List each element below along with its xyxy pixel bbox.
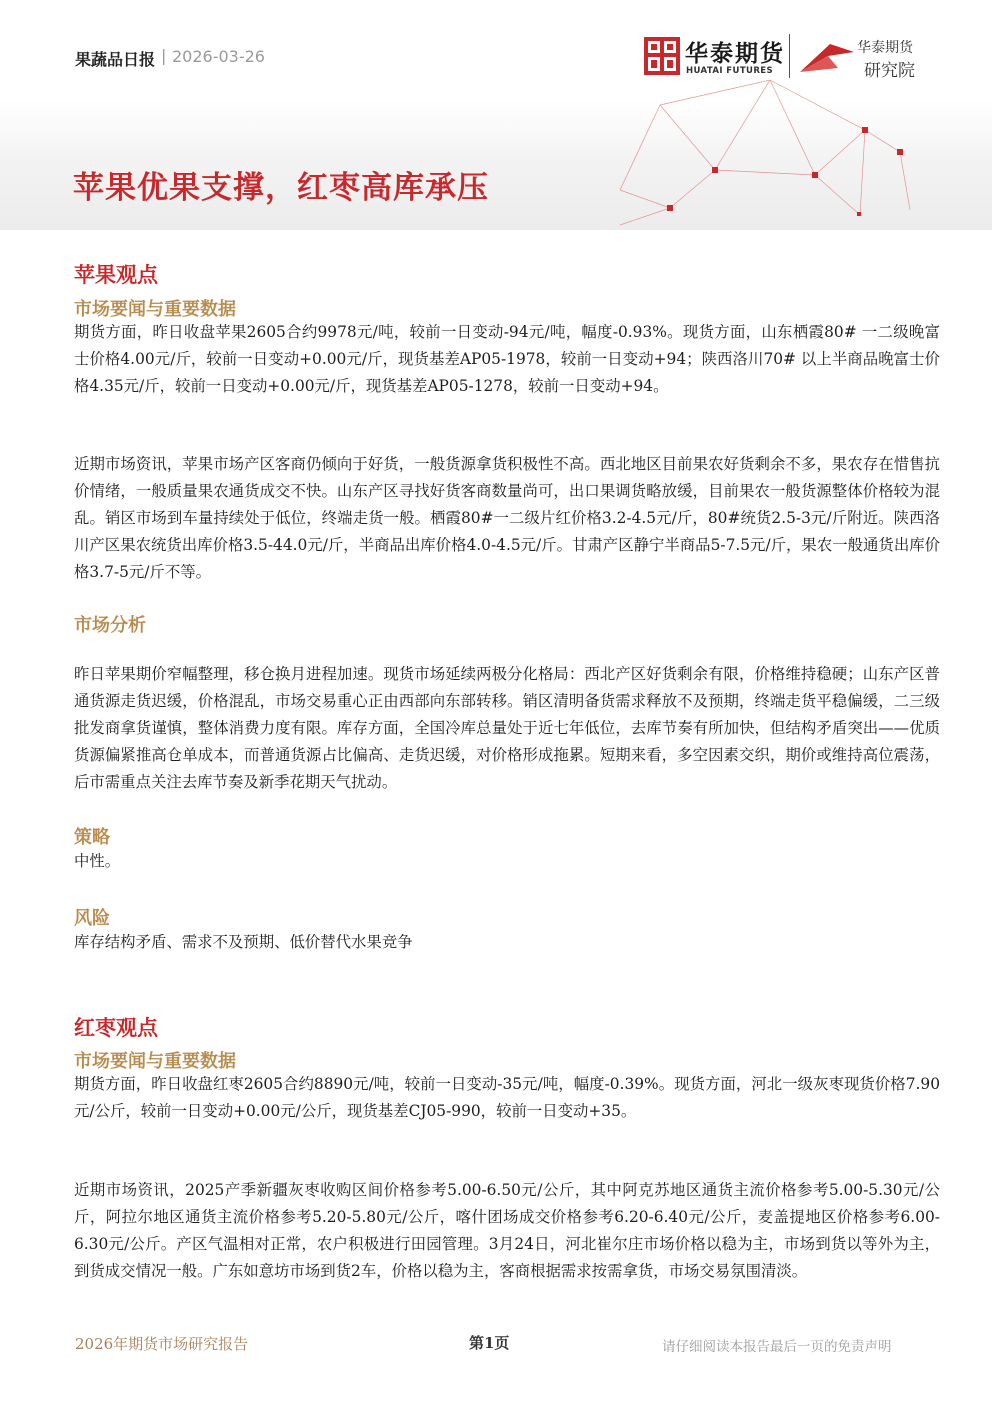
- apple-risk-text: 库存结构矛盾、需求不及预期、低价替代水果竞争: [74, 933, 413, 951]
- apple-section-heading: 苹果观点: [74, 263, 158, 287]
- page-number: 第1页: [469, 1334, 510, 1352]
- footer-report-name: 2026年期货市场研究报告: [75, 1335, 249, 1353]
- jujube-section-heading: 红枣观点: [74, 1016, 158, 1040]
- logo-divider: [789, 34, 790, 78]
- jujube-news-paragraph-2: 近期市场资讯，2025产季新疆灰枣收购区间价格参考5.00-6.50元/公斤，其中阿克苏地区通货主流价格参考5.00-5.30元/公斤，阿拉尔地区通货主流价格参考5.20-5.80元/公斤，喀什团场成交价格参考6.20-6.40元/公斤，麦盖提地区价格参考6.00-6.30元/公斤。产区气温相对正常，农户积极进行田园管理。3月24日，河北崔尔庄市场价格以稳为主，市场到货以等外为主，到货成交情况一般。广东如意坊市场到货2车，价格以稳为主，客商根据需求按需拿货，市场交易氛围清淡。: [74, 1181, 940, 1280]
- huatai-logo-icon: [644, 37, 680, 75]
- apple-news-paragraph-2: 近期市场资讯，苹果市场产区客商仍倾向于好货，一般货源拿货积极性不高。西北地区目前果农好货剩余不多，果农存在惜售抗价情绪，一般质量果农通货成交不快。山东产区寻找好货客商数量尚可，出口果调货略放缓，目前果农一般货源整体价格较为混乱。销区市场到车量持续处于低位，终端走货一般。栖霞80#一二级片红价格3.2-4.5元/斤，80#统货2.5-3元/斤附近。陕西洛川产区果农统货出库价格3.5-44.0元/斤，半商品出库价格4.0-4.5元/斤。甘肃产区静宁半商品5-7.5元/斤，果农一般通货出库价格3.7-5元/斤不等。: [74, 455, 940, 581]
- doc-type: 果蔬品日报: [75, 50, 156, 69]
- footer-disclaimer: 请仔细阅读本报告最后一页的免责声明: [662, 1339, 892, 1355]
- header-separator: |: [161, 46, 167, 65]
- jujube-news-paragraph-1: 期货方面，昨日收盘红枣2605合约8890元/吨，较前一日变动-35元/吨，幅度-0.39%。现货方面，河北一级灰枣现货价格7.90元/公斤，较前一日变动+0.00元/公斤，现货基差CJ05-990，较前一日变动+35。: [74, 1075, 940, 1120]
- report-date: 2026-03-26: [172, 47, 265, 66]
- institute-logo-icon: [798, 38, 856, 76]
- report-title: 苹果优果支撑，红枣高库承压: [73, 170, 489, 206]
- apple-news-heading: 市场要闻与重要数据: [74, 299, 236, 320]
- report-header: [0, 0, 992, 230]
- network-graphic-icon: [560, 60, 940, 230]
- apple-news-paragraph-1: 期货方面，昨日收盘苹果2605合约9978元/吨，较前一日变动-94元/吨，幅度-0.93%。现货方面，山东栖霞80# 一二级晚富士价格4.00元/斤，较前一日变动+0.00元/斤，现货基差AP05-1978，较前一日变动+94；陕西洛川70# 以上半商品晚富士价格4.35元/斤，较前一日变动+0.00元/斤，现货基差AP05-1278，较前一日变动+94。: [74, 323, 940, 395]
- apple-analysis-paragraph: 昨日苹果期价窄幅整理，移仓换月进程加速。现货市场延续两极分化格局：西北产区好货剩余有限，价格维持稳硬；山东产区普通货源走货迟缓，价格混乱，市场交易重心正由西部向东部转移。销区清明备货需求释放不及预期，终端走货平稳偏缓，二三级批发商拿货谨慎，整体消费力度有限。库存方面，全国冷库总量处于近七年低位，去库节奏有所加快，但结构矛盾突出——优质货源偏紧推高仓单成本，而普通货源占比偏高、走货迟缓，对价格形成拖累。短期来看，多空因素交织，期价或维持高位震荡，后市需重点关注去库节奏及新季花期天气扰动。: [74, 665, 940, 791]
- institute-name-line2: 研究院: [864, 61, 915, 81]
- apple-risk-heading: 风险: [74, 908, 110, 929]
- logo-text: 华泰期货: [685, 41, 785, 67]
- apple-strategy-text: 中性。: [74, 852, 121, 870]
- logo-english-text: HUATAI FUTURES: [686, 66, 773, 76]
- jujube-news-heading: 市场要闻与重要数据: [74, 1051, 236, 1072]
- institute-name-line1: 华泰期货: [857, 40, 913, 56]
- apple-analysis-heading: 市场分析: [74, 615, 146, 636]
- apple-strategy-heading: 策略: [74, 827, 110, 848]
